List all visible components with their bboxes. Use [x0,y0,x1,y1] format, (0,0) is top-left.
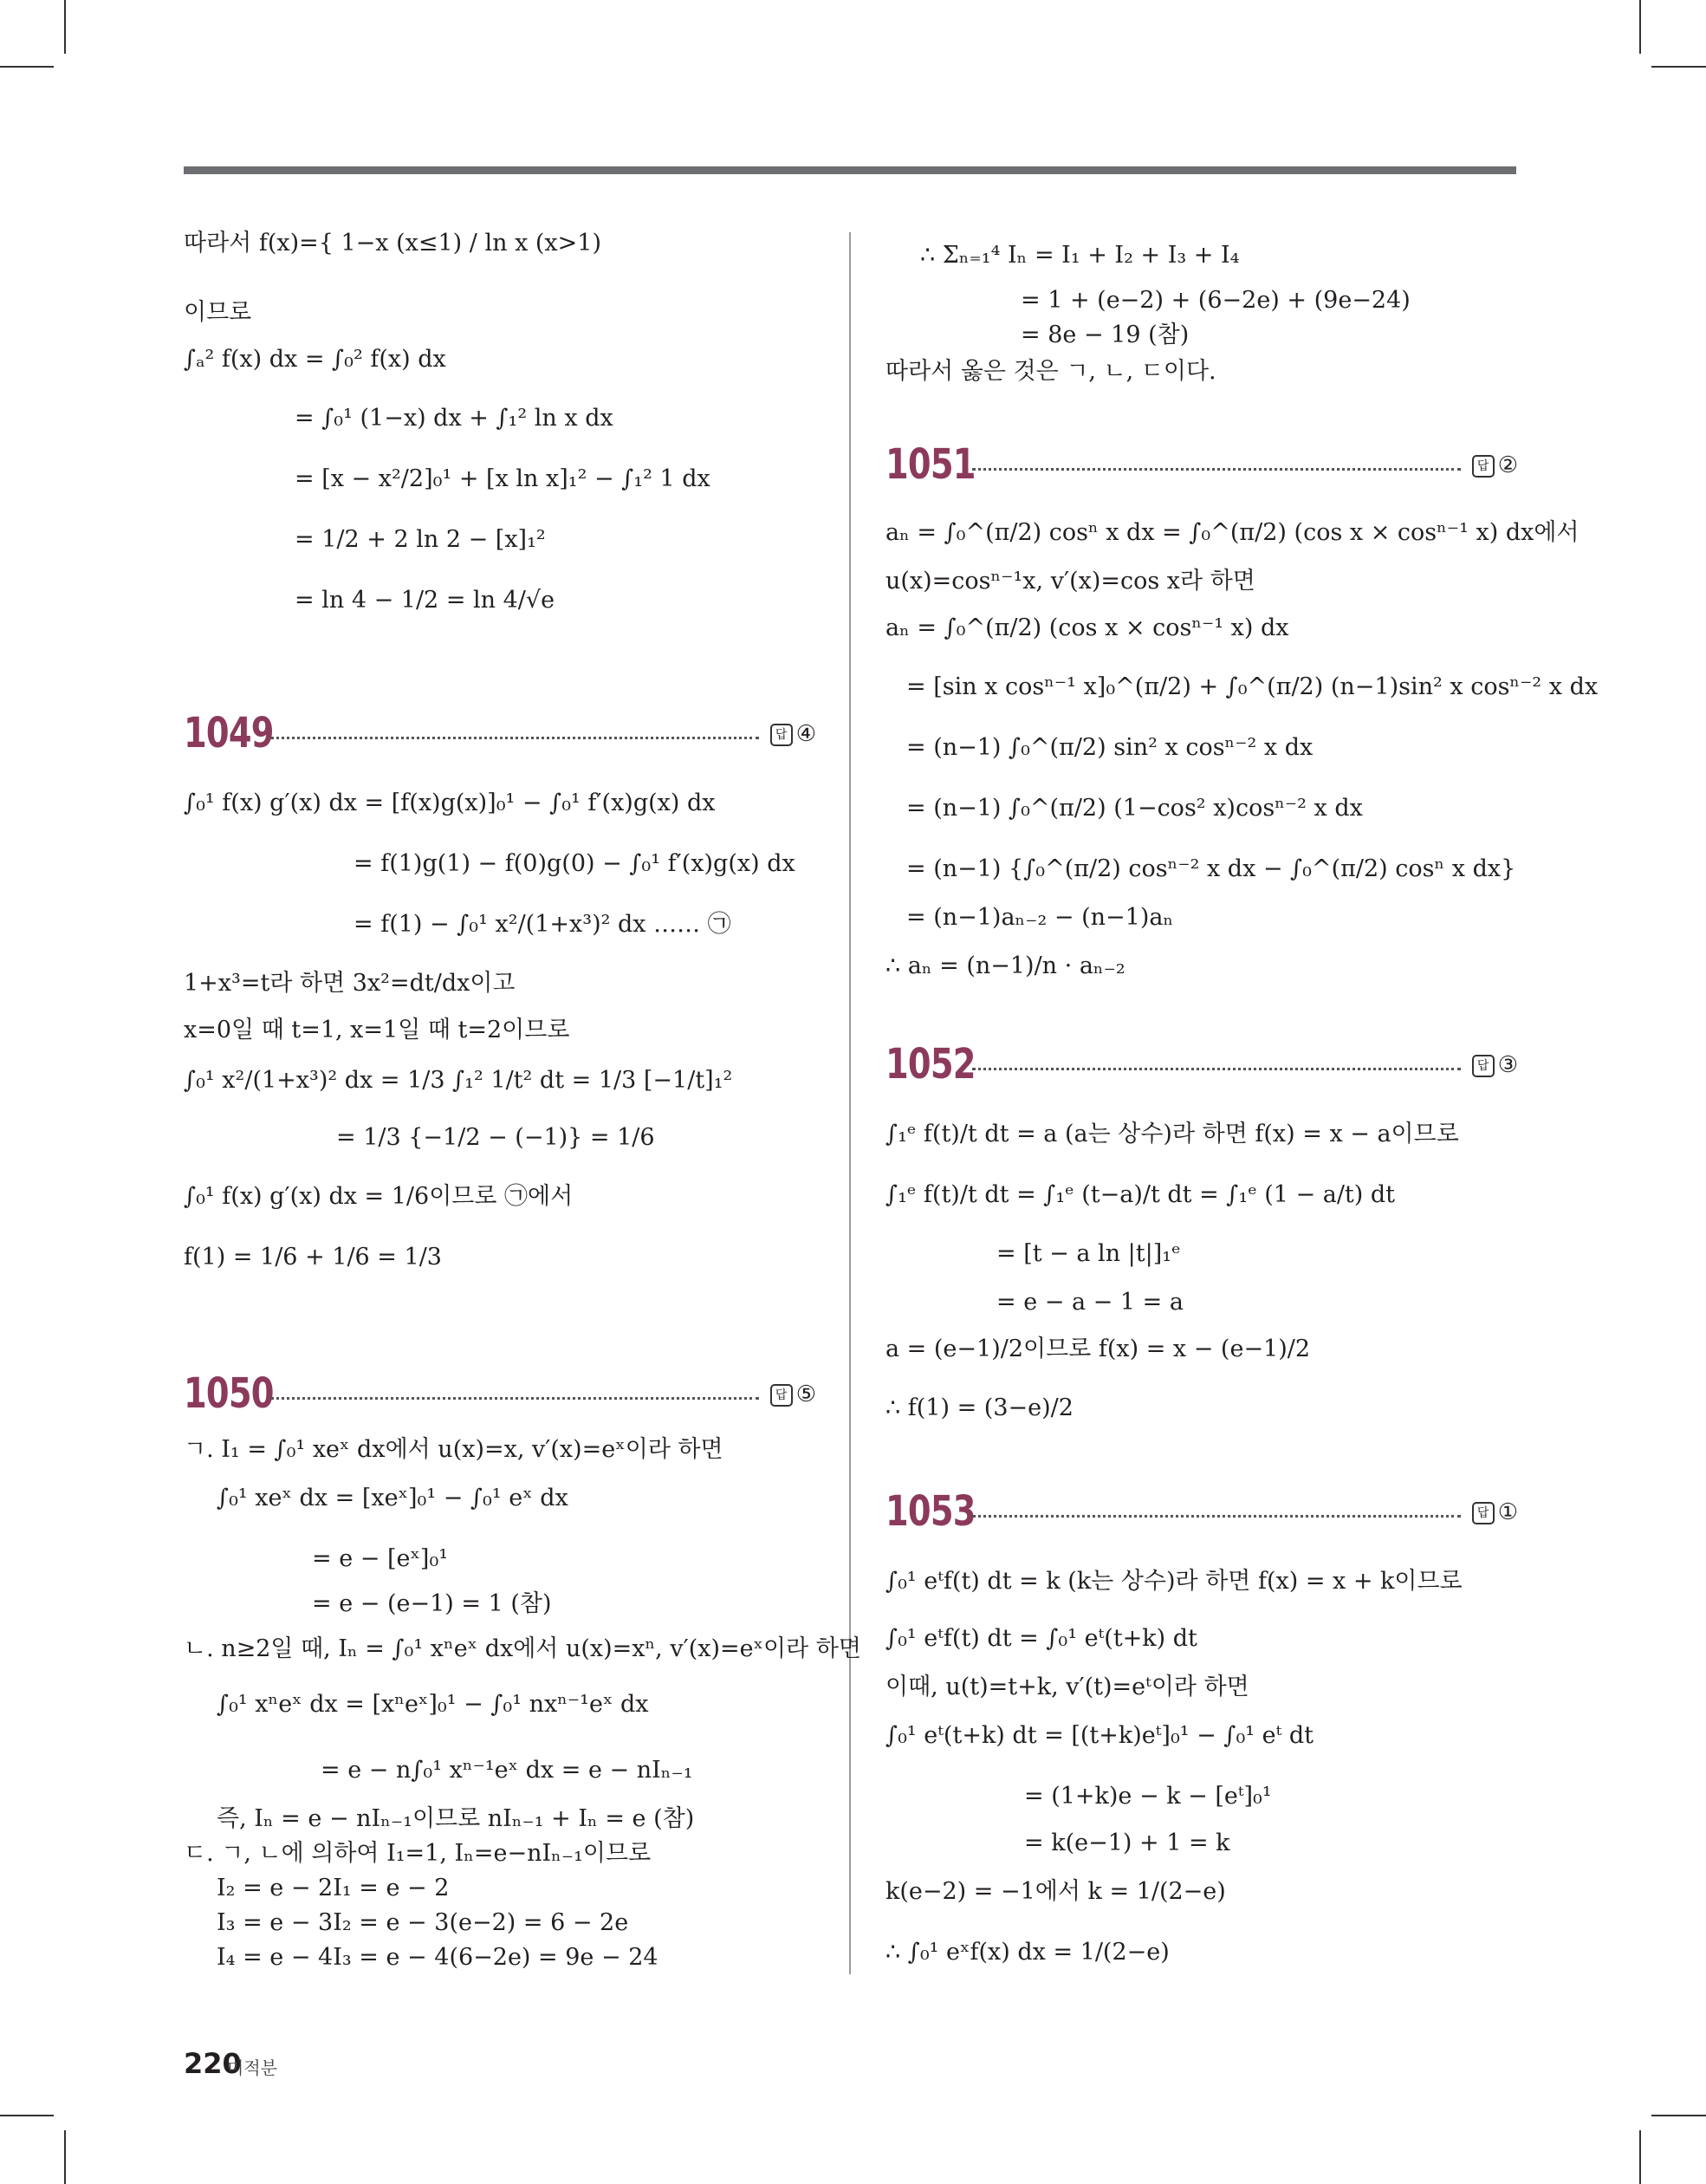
solution-line: = [sin x cosⁿ⁻¹ x]₀^(π/2) + ∫₀^(π/2) (n−1)sin² x cosⁿ⁻² x dx [906,673,1599,700]
problem-header-1052 [885,1040,1518,1092]
solution-line: = 1/2 + 2 ln 2 − [x]₁² [295,526,546,553]
solution-line: 이때, u(t)=t+k, v′(t)=eᵗ이라 하면 [885,1674,1249,1700]
solution-line: ∫₀¹ xⁿeˣ dx = [xⁿeˣ]₀¹ − ∫₀¹ nxⁿ⁻¹eˣ dx [217,1691,649,1718]
solution-line: ∴ f(1) = (3−e)/2 [885,1394,1074,1421]
solution-line: = e − a − 1 = a [996,1289,1184,1316]
solution-line: = ∫₀¹ (1−x) dx + ∫₁² ln x dx [295,405,613,432]
solution-line: ∫₁ᵉ f(t)/t dt = a (a는 상수)라 하면 f(x) = x − a이므로 [885,1121,1459,1147]
solution-line: ∫₀¹ f(x) g′(x) dx = 1/6이므로 ㉠에서 [184,1183,574,1210]
problem-number: 1053 [885,1487,976,1536]
solution-line: ㄱ. I₁ = ∫₀¹ xeˣ dx에서 u(x)=x, v′(x)=eˣ이라 하면 [184,1436,723,1463]
answer-badge-icon: 답 [1472,1502,1495,1524]
solution-line: aₙ = ∫₀^(π/2) cosⁿ x dx = ∫₀^(π/2) (cos x × cosⁿ⁻¹ x) dx에서 [885,519,1580,546]
solution-line: ∫₁ᵉ f(t)/t dt = ∫₁ᵉ (t−a)/t dt = ∫₁ᵉ (1 − a/t) dt [885,1181,1396,1208]
crop-mark [64,0,66,54]
problem-header-1051 [885,440,1518,492]
solution-line: = (n−1) {∫₀^(π/2) cosⁿ⁻² x dx − ∫₀^(π/2) cosⁿ x dx} [906,855,1516,882]
solution-line: = ln 4 − 1/2 = ln 4/√e [295,587,555,614]
solution-line: 이므로 [184,299,252,326]
solution-line: = (n−1) ∫₀^(π/2) sin² x cosⁿ⁻² x dx [906,734,1314,761]
solution-line: 따라서 f(x)={ 1−x (x≤1) / ln x (x>1) [184,230,601,257]
solution-line: ∫₀¹ xeˣ dx = [xeˣ]₀¹ − ∫₀¹ eˣ dx [217,1485,568,1511]
solution-line: 즉, Iₙ = e − nIₙ₋₁이므로 nIₙ₋₁ + Iₙ = e (참) [217,1805,695,1832]
leader-dots [270,737,759,739]
solution-line: I₃ = e − 3I₂ = e − 3(e−2) = 6 − 2e [217,1909,629,1936]
solution-line: ∫₀¹ eᵗ(t+k) dt = [(t+k)eᵗ]₀¹ − ∫₀¹ eᵗ dt [885,1722,1314,1749]
top-rule [184,166,1516,174]
solution-line: I₂ = e − 2I₁ = e − 2 [217,1875,450,1901]
answer-badge-icon: 답 [770,724,793,746]
problem-header-1053 [885,1487,1518,1539]
column-divider [849,232,851,1974]
solution-line: = (n−1)aₙ₋₂ − (n−1)aₙ [906,904,1174,931]
leader-dots [972,468,1461,471]
answer-badge-icon: 답 [1472,455,1495,478]
solution-line: = [t − a ln |t|]₁ᵉ [996,1240,1181,1267]
solution-line: = [x − x²/2]₀¹ + [x ln x]₁² − ∫₁² 1 dx [295,465,710,492]
crop-mark [1639,2130,1641,2184]
solution-line: 1+x³=t라 하면 3x²=dt/dx이고 [184,970,516,997]
solution-line: ∴ aₙ = (n−1)/n · aₙ₋₂ [885,952,1125,979]
solution-line: = f(1)g(1) − f(0)g(0) − ∫₀¹ f′(x)g(x) dx [354,850,795,877]
crop-mark [0,2115,54,2116]
leader-dots [972,1068,1461,1070]
page-number: 220 [184,2047,242,2080]
solution-line: ∴ Σₙ₌₁⁴ Iₙ = I₁ + I₂ + I₃ + I₄ [920,242,1240,269]
solution-line: f(1) = 1/6 + 1/6 = 1/3 [184,1244,442,1271]
solution-line: = 1/3 {−1/2 − (−1)} = 1/6 [336,1124,655,1151]
crop-mark [1639,0,1641,54]
solution-line: = (n−1) ∫₀^(π/2) (1−cos² x)cosⁿ⁻² x dx [906,795,1363,822]
solution-line: ㄴ. n≥2일 때, Iₙ = ∫₀¹ xⁿeˣ dx에서 u(x)=xⁿ, v′(x)=eˣ이라 하면 [184,1635,861,1662]
solution-line: ∴ ∫₀¹ eˣf(x) dx = 1/(2−e) [885,1939,1170,1966]
solution-line: ㄷ. ㄱ, ㄴ에 의하여 I₁=1, Iₙ=e−nIₙ₋₁이므로 [184,1840,652,1867]
answer-badge-icon: 답 [770,1384,793,1407]
problem-number: 1052 [885,1040,976,1089]
solution-line: ∫₀¹ eᵗf(t) dt = ∫₀¹ eᵗ(t+k) dt [885,1625,1197,1652]
solution-line: = (1+k)e − k − [eᵗ]₀¹ [1024,1783,1272,1810]
problem-number: 1049 [184,709,274,757]
solution-line: ∫ₐ² f(x) dx = ∫₀² f(x) dx [184,346,446,373]
leader-dots [270,1397,759,1400]
subject-label: 미적분 [227,2057,277,2078]
answer-label: 답 ③ [1472,1052,1518,1078]
solution-line: ∫₀¹ eᵗf(t) dt = k (k는 상수)라 하면 f(x) = x + k이므로 [885,1568,1463,1595]
leader-dots [972,1515,1461,1518]
answer-label: 답 ① [1472,1499,1518,1525]
solution-line: = e − (e−1) = 1 (참) [312,1590,552,1617]
solution-line: 따라서 옳은 것은 ㄱ, ㄴ, ㄷ이다. [885,358,1216,385]
problem-number: 1051 [885,440,976,489]
solution-line: ∫₀¹ x²/(1+x³)² dx = 1/3 ∫₁² 1/t² dt = 1/3 [−1/t]₁² [184,1067,733,1094]
crop-mark [64,2130,66,2184]
crop-mark [1651,66,1706,68]
solution-line: = f(1) − ∫₀¹ x²/(1+x³)² dx …… ㉠ [354,911,731,938]
solution-line: k(e−2) = −1에서 k = 1/(2−e) [885,1878,1226,1905]
solution-line: x=0일 때 t=1, x=1일 때 t=2이므로 [184,1017,570,1043]
answer-label: 답 ⑤ [770,1381,816,1407]
answer-badge-icon: 답 [1472,1055,1495,1077]
problem-header-1050 [184,1369,816,1421]
solution-line: ∫₀¹ f(x) g′(x) dx = [f(x)g(x)]₀¹ − ∫₀¹ f′(x)g(x) dx [184,790,716,816]
solution-line: u(x)=cosⁿ⁻¹x, v′(x)=cos x라 하면 [885,568,1255,595]
solution-line: = k(e−1) + 1 = k [1024,1830,1230,1856]
crop-mark [0,66,54,68]
solution-line: = e − n∫₀¹ xⁿ⁻¹eˣ dx = e − nIₙ₋₁ [321,1757,693,1784]
solution-line: = 1 + (e−2) + (6−2e) + (9e−24) [1021,287,1411,314]
crop-mark [1651,2115,1706,2116]
answer-label: 답 ② [1472,452,1518,478]
solution-line: aₙ = ∫₀^(π/2) (cos x × cosⁿ⁻¹ x) dx [885,614,1289,641]
answer-label: 답 ④ [770,721,816,747]
solution-line: a = (e−1)/2이므로 f(x) = x − (e−1)/2 [885,1336,1311,1362]
problem-header-1049 [184,709,816,761]
solution-line: = e − [eˣ]₀¹ [312,1545,449,1572]
solution-line: = 8e − 19 (참) [1021,322,1190,348]
problem-number: 1050 [184,1369,274,1418]
solution-line: I₄ = e − 4I₃ = e − 4(6−2e) = 9e − 24 [217,1944,658,1971]
